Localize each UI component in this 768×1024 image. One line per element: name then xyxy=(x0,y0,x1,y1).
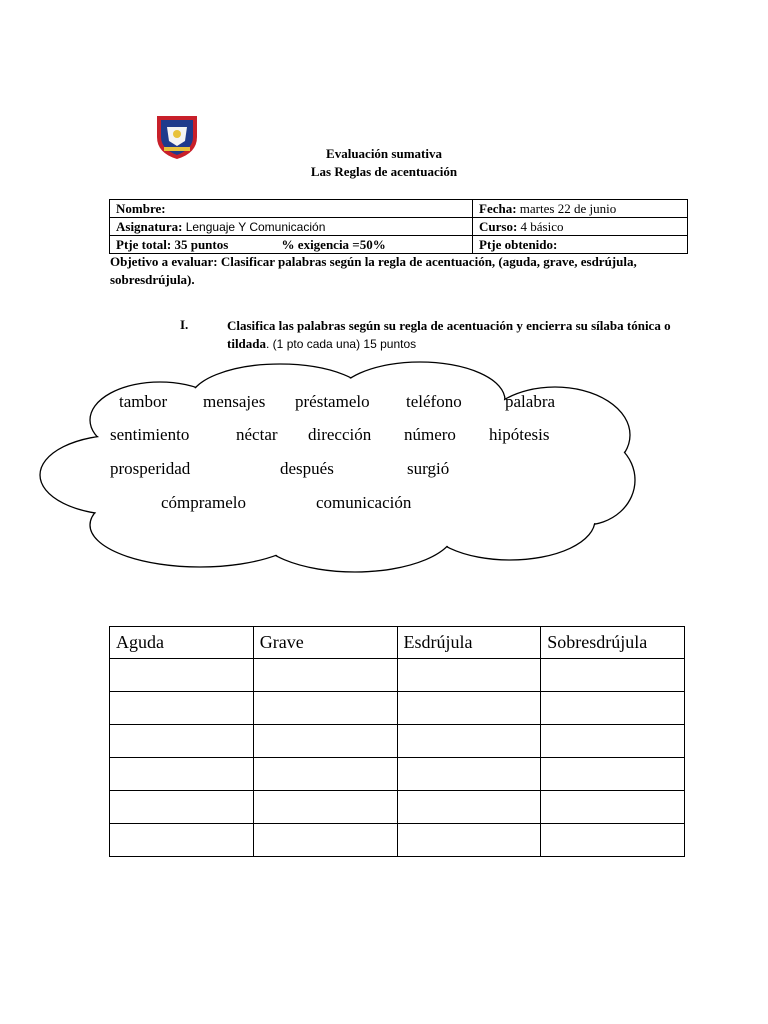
answer-cell[interactable] xyxy=(253,659,397,692)
answer-cell[interactable] xyxy=(253,725,397,758)
word-item: prosperidad xyxy=(110,459,191,478)
answer-cell[interactable] xyxy=(397,692,541,725)
fecha-cell xyxy=(473,200,688,218)
asignatura-cell xyxy=(110,218,473,236)
table-row xyxy=(110,758,685,791)
word-item: mensajes xyxy=(203,392,266,411)
instruction-number: I. xyxy=(180,317,189,332)
table-row xyxy=(110,725,685,758)
page-title: Evaluación sumativa xyxy=(326,146,442,161)
exigencia: % exigencia =50% xyxy=(281,236,386,252)
table-header-row xyxy=(110,627,685,659)
answer-cell[interactable] xyxy=(253,824,397,857)
word-item: cómpramelo xyxy=(161,493,246,512)
table-row xyxy=(110,824,685,857)
answer-cell[interactable] xyxy=(397,758,541,791)
ptje-obtenido-label: Ptje obtenido: xyxy=(479,236,558,252)
answer-cell[interactable] xyxy=(397,725,541,758)
ptje-obtenido-cell[interactable] xyxy=(473,236,688,254)
word-item: hipótesis xyxy=(489,425,550,444)
page-subtitle: Las Reglas de acentuación xyxy=(310,164,458,179)
answer-cell[interactable] xyxy=(541,758,685,791)
word-item: préstamelo xyxy=(295,392,370,411)
answer-cell[interactable] xyxy=(397,791,541,824)
answer-cell[interactable] xyxy=(541,659,685,692)
column-header-esdrujula: Esdrújula xyxy=(397,627,541,659)
answer-cell[interactable] xyxy=(110,659,254,692)
nombre-label: Nombre: xyxy=(116,200,166,216)
table-row xyxy=(110,692,685,725)
table-row xyxy=(110,791,685,824)
asignatura-value: Lenguaje Y Comunicación xyxy=(185,219,326,234)
word-item: surgió xyxy=(407,459,450,478)
ptje-total-cell xyxy=(110,236,473,254)
word-item: número xyxy=(404,425,456,444)
word-item: sentimiento xyxy=(110,425,190,444)
word-item: después xyxy=(280,459,334,478)
answer-cell[interactable] xyxy=(253,791,397,824)
word-item: néctar xyxy=(236,425,278,444)
instruction xyxy=(227,317,677,353)
instruction-text: Clasifica las palabras según su regla de acentuación y encierra su sílaba tónica o tildada xyxy=(227,318,671,351)
nombre-cell[interactable] xyxy=(110,200,473,218)
answer-cell[interactable] xyxy=(541,791,685,824)
answer-cell[interactable] xyxy=(541,692,685,725)
column-header-aguda: Aguda xyxy=(110,627,254,659)
asignatura-label: Asignatura: xyxy=(116,218,183,234)
word-item: dirección xyxy=(308,425,372,444)
answer-cell[interactable] xyxy=(253,758,397,791)
curso-cell xyxy=(473,218,688,236)
answer-cell[interactable] xyxy=(110,725,254,758)
answer-cell[interactable] xyxy=(110,791,254,824)
word-item: tambor xyxy=(119,392,168,411)
instruction-points: . (1 pto cada una) 15 puntos xyxy=(266,337,417,351)
ptje-total: Ptje total: 35 puntos xyxy=(116,236,229,252)
answer-cell[interactable] xyxy=(110,824,254,857)
curso-value: 4 básico xyxy=(520,218,564,234)
objetivo-text: Objetivo a evaluar: Clasificar palabras según la regla de acentuación, (aguda, grave, esdrújula, sobresdrújula). xyxy=(110,254,637,287)
answer-cell[interactable] xyxy=(110,758,254,791)
column-header-grave: Grave xyxy=(253,627,397,659)
answer-cell[interactable] xyxy=(541,725,685,758)
student-info-table xyxy=(109,199,688,254)
curso-label: Curso: xyxy=(479,218,518,234)
column-header-sobresdrujula: Sobresdrújula xyxy=(541,627,685,659)
answer-cell[interactable] xyxy=(397,824,541,857)
word-item: comunicación xyxy=(316,493,412,512)
answer-cell[interactable] xyxy=(397,659,541,692)
word-item: teléfono xyxy=(406,392,462,411)
classification-table xyxy=(109,626,685,857)
word-item: palabra xyxy=(505,392,556,411)
table-row xyxy=(110,659,685,692)
answer-cell[interactable] xyxy=(110,692,254,725)
answer-cell[interactable] xyxy=(253,692,397,725)
answer-cell[interactable] xyxy=(541,824,685,857)
fecha-value: martes 22 de junio xyxy=(519,200,617,216)
fecha-label: Fecha: xyxy=(479,200,517,216)
